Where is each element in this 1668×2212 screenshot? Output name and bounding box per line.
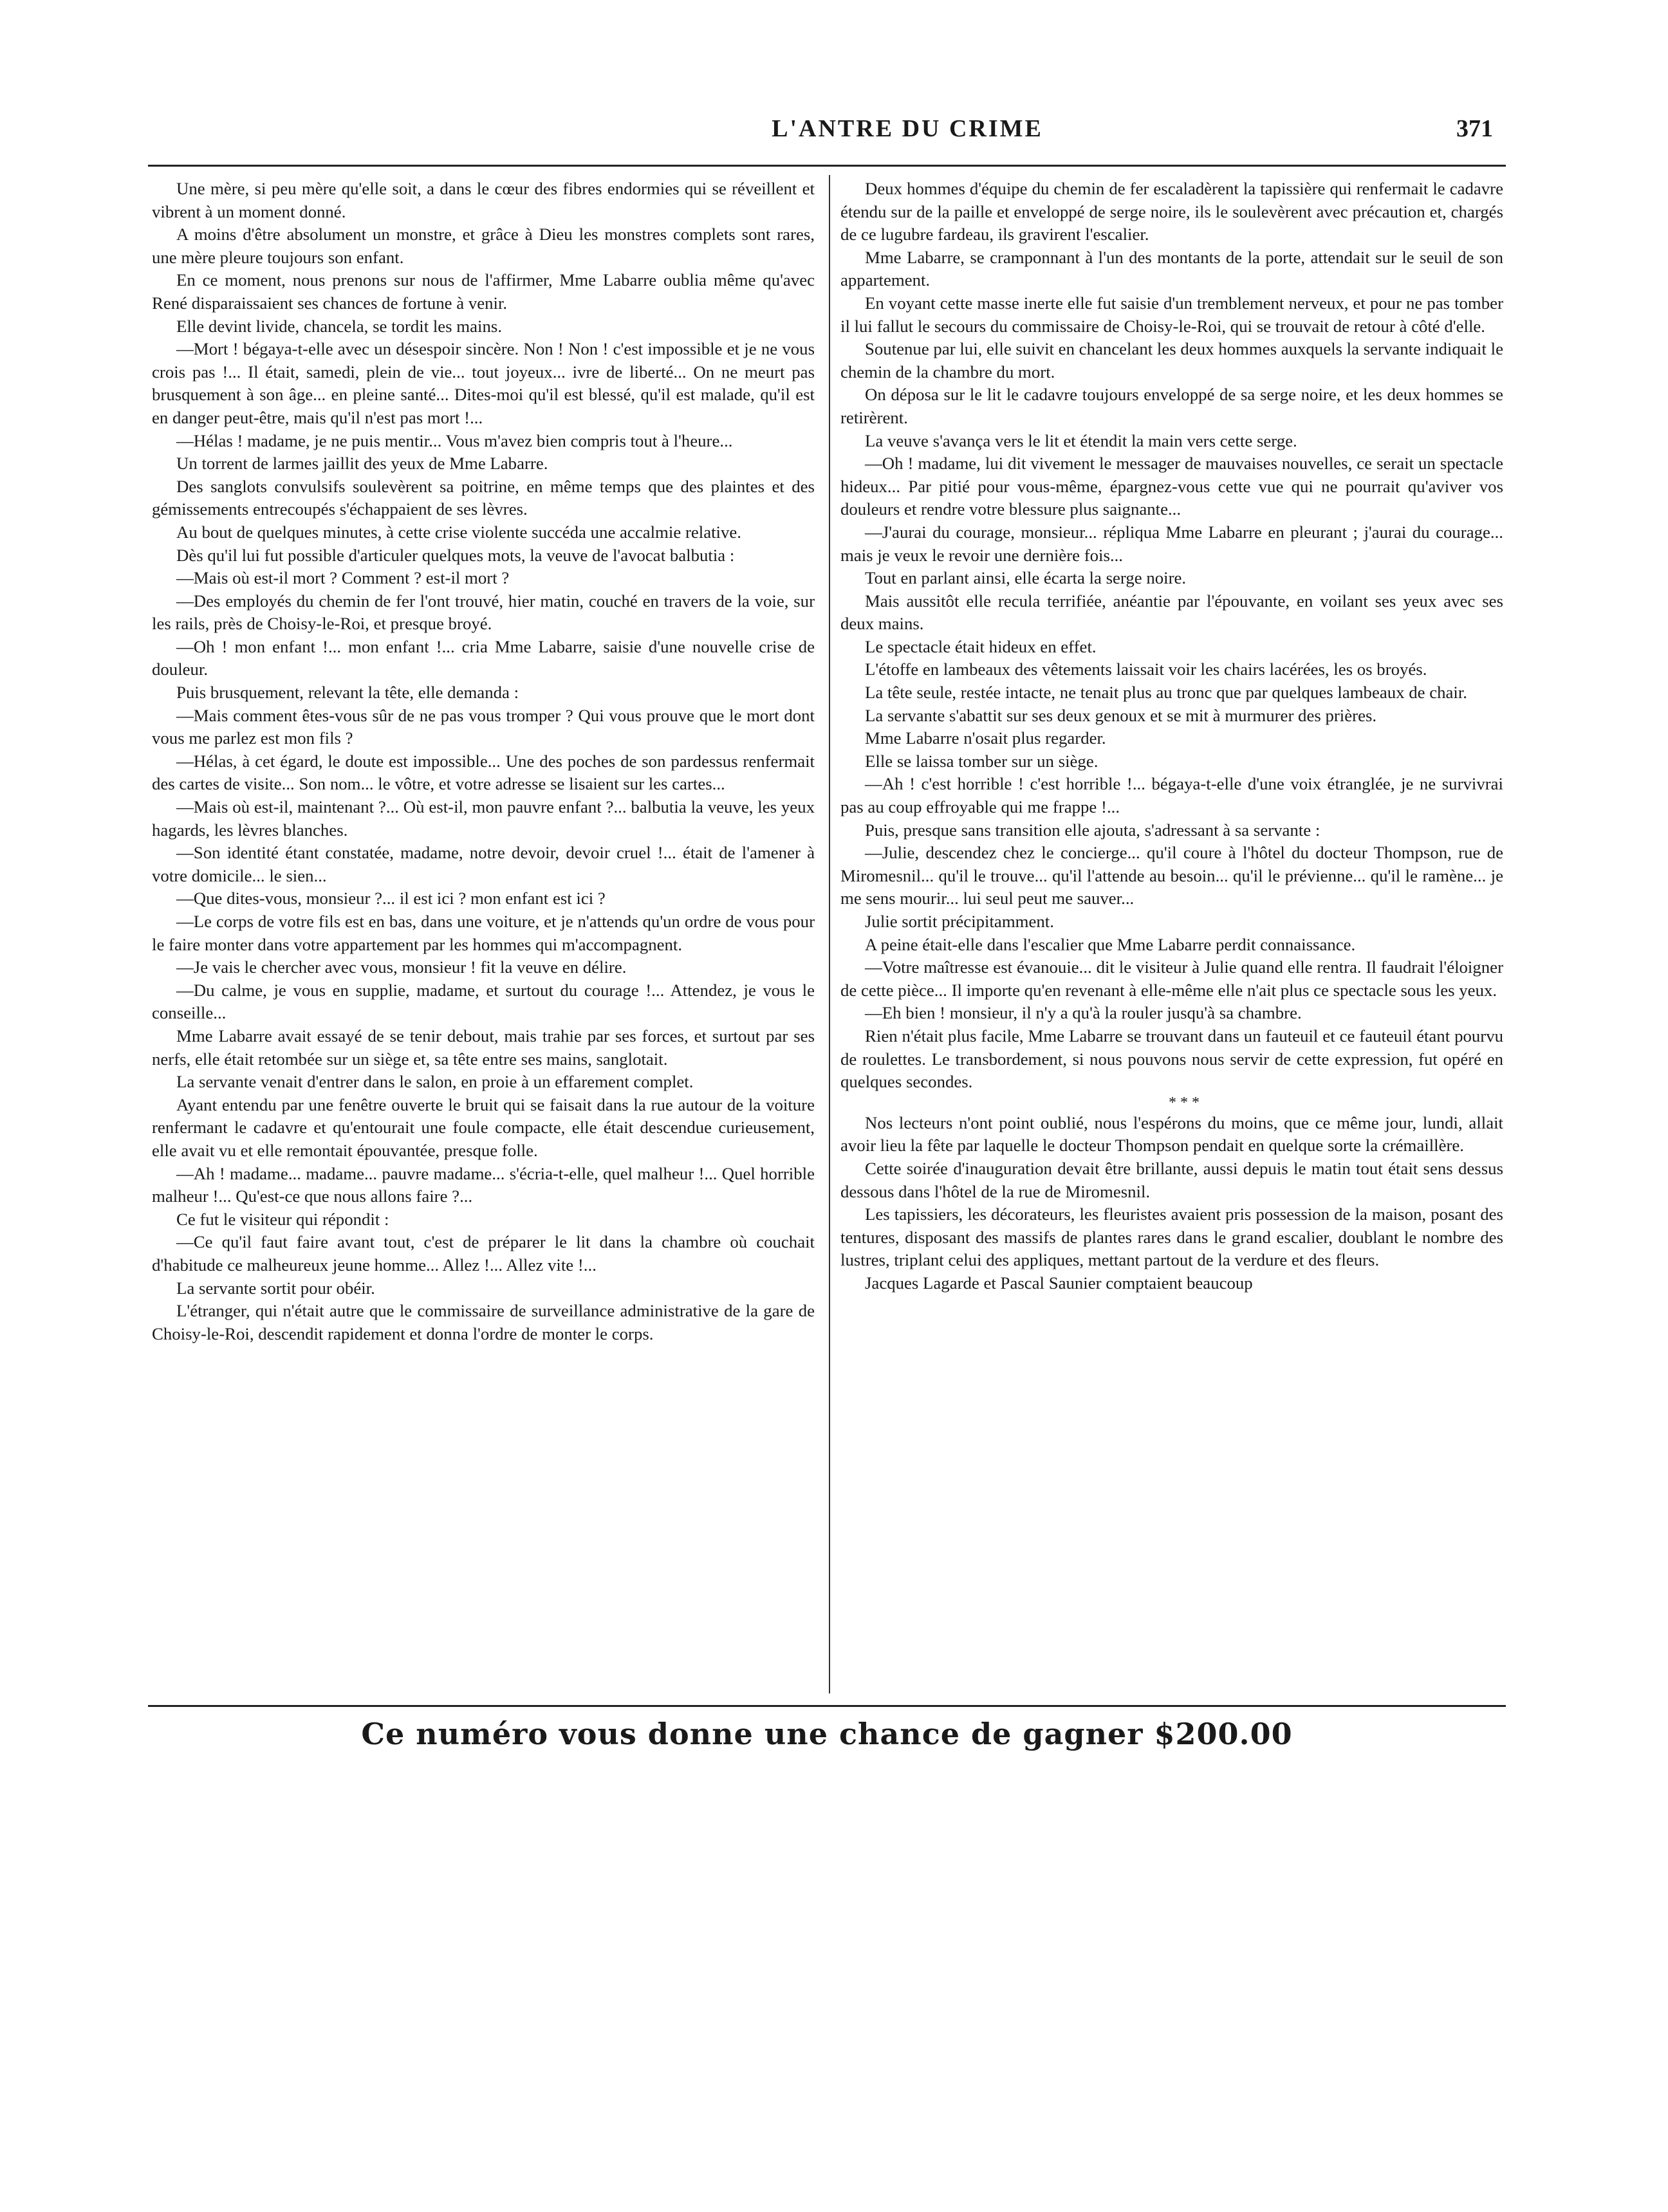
- paragraph: Cette soirée d'inauguration devait être brillante, aussi depuis le matin tout était sens dessus dessous dans l'hôtel de la rue de Miromesnil.: [840, 1158, 1503, 1201]
- paragraph: —Mais où est-il, maintenant ?... Où est-il, mon pauvre enfant ?... balbutia la veuve, les yeux hagards, les lèvres blanches.: [152, 797, 815, 840]
- paragraph: Mme Labarre n'osait plus regarder.: [865, 728, 1106, 748]
- footer-banner: Ce numéro vous donne une chance de gagner $200.00: [361, 1717, 1293, 1751]
- paragraph: —Ah ! c'est horrible ! c'est horrible !... bégaya-t-elle d'une voix étranglée, je ne survivrai pas au coup effroyable qui me frappe !...: [840, 774, 1503, 817]
- paragraph: Julie sortit précipitamment.: [865, 912, 1054, 931]
- paragraph: A moins d'être absolument un monstre, et grâce à Dieu les monstres complets sont rares, une mère pleure toujours son enfant.: [152, 225, 815, 267]
- paragraph: La servante venait d'entrer dans le salon, en proie à un effarement complet.: [176, 1072, 694, 1092]
- paragraph: Mme Labarre, se cramponnant à l'un des montants de la porte, attendait sur le seuil de son appartement.: [840, 247, 1503, 290]
- right-column-part-a: [840, 178, 1503, 1094]
- paragraph: Ce fut le visiteur qui répondit :: [176, 1209, 389, 1229]
- paragraph: —Des employés du chemin de fer l'ont trouvé, hier matin, couché en travers de la voie, sur les rails, près de Choisy-le-Roi, et presque broyé.: [152, 591, 815, 634]
- paragraph: —Oh ! madame, lui dit vivement le messager de mauvaises nouvelles, ce serait un spectacle hideux... Par pitié pour vous-même, épargnez-vous cette vue qui ne pourrait qu'aviver vos douleurs et rendre votre blessure plus saignante...: [840, 454, 1503, 519]
- paragraph: Puis, presque sans transition elle ajouta, s'adressant à sa servante :: [865, 820, 1320, 840]
- paragraph: La veuve s'avança vers le lit et étendit la main vers cette serge.: [865, 430, 1297, 450]
- paragraph: Mme Labarre avait essayé de se tenir debout, mais trahie par ses forces, et surtout par ses nerfs, elle était retombée sur un siège et, sa tête entre ses mains, sanglotait.: [152, 1026, 815, 1069]
- paragraph: Dès qu'il lui fut possible d'articuler quelques mots, la veuve de l'avocat balbutia :: [176, 545, 735, 565]
- paragraph: —Mais comment êtes-vous sûr de ne pas vous tromper ? Qui vous prouve que le mort dont vous me parlez est mon fils ?: [152, 705, 815, 748]
- paragraph: Les tapissiers, les décorateurs, les fleuristes avaient pris possession de la maison, posant des tentures, disposant des massifs de plantes rares dans le grand escalier, doublant le nombre des lustres, triplant celui des appliques, mettant partout de la verdure et des fleurs.: [840, 1204, 1503, 1270]
- paragraph: Elle devint livide, chancela, se tordit les mains.: [176, 316, 503, 336]
- paragraph: —Ah ! madame... madame... pauvre madame... s'écria-t-elle, quel malheur !... Quel horrible malheur !... Qu'est-ce que nous allons faire ?...: [152, 1163, 815, 1206]
- header-rule: [148, 165, 1506, 167]
- paragraph: —Votre maîtresse est évanouie... dit le visiteur à Julie quand elle rentra. Il faudrait l'éloigner de cette pièce... Il importe qu'en revenant à elle-même elle n'ait plus ce spectacle sous les yeux.: [840, 957, 1503, 1000]
- paragraph: Nos lecteurs n'ont point oublié, nous l'espérons du moins, que ce même jour, lundi, allait avoir lieu la fête par laquelle le docteur Thompson pendait en quelque sorte la crémaillère.: [840, 1112, 1503, 1156]
- paragraph: On déposa sur le lit le cadavre toujours enveloppé de sa serge noire, et les deux hommes se retirèrent.: [840, 385, 1503, 427]
- paragraph: Jacques Lagarde et Pascal Saunier comptaient beaucoup: [865, 1273, 1253, 1293]
- section-break: * * *: [1169, 1094, 1200, 1111]
- paragraph: Au bout de quelques minutes, à cette crise violente succéda une accalmie relative.: [176, 522, 741, 542]
- paragraph: —Mort ! bégaya-t-elle avec un désespoir sincère. Non ! Non ! c'est impossible et je ne vous crois pas !... Il était, samedi, plein de vie... tout joyeux... ivre de liberté... On ne meurt pas brusquement à son âge... en pleine santé... Dites-moi qu'il est blessé, qu'il est malade, qu'il est en danger peut-être, mais qu'il n'est pas mort !...: [152, 339, 815, 427]
- paragraph: —Julie, descendez chez le concierge... qu'il coure à l'hôtel du docteur Thompson, rue de Miromesnil... qu'il le trouve... qu'il l'attende au besoin... qu'il le prévienne... qu'il le ramène... je me sens mourir... lui seul peut me sauver...: [840, 843, 1503, 908]
- paragraph: Deux hommes d'équipe du chemin de fer escaladèrent la tapissière qui renfermait le cadavre étendu sur de la paille et enveloppé de serge noire, ils le soulevèrent avec précaution et, chargés de ce lugubre fardeau, ils gravirent l'escalier.: [840, 179, 1503, 244]
- paragraph: —Mais où est-il mort ? Comment ? est-il mort ?: [176, 568, 510, 588]
- paragraph: —Hélas, à cet égard, le doute est impossible... Une des poches de son pardessus renfermait des cartes de visite... Son nom... le vôtre, et votre adresse se lisaient sur les cartes...: [152, 751, 815, 794]
- page-number: 371: [1456, 115, 1493, 142]
- paragraph: La servante sortit pour obéir.: [176, 1278, 375, 1298]
- left-column: [152, 178, 815, 1696]
- paragraph: Puis brusquement, relevant la tête, elle demanda :: [176, 683, 519, 703]
- right-column: [840, 178, 1503, 1696]
- paragraph: —Ce qu'il faut faire avant tout, c'est de préparer le lit dans la chambre où couchait d'habitude ce malheureux jeune homme... Allez !... Allez vite !...: [152, 1232, 815, 1275]
- paragraph: Soutenue par lui, elle suivit en chancelant les deux hommes auxquels la servante indiquait le chemin de la chambre du mort.: [840, 339, 1503, 382]
- page-header: [148, 115, 1506, 160]
- paragraph: Mais aussitôt elle recula terrifiée, anéantie par l'épouvante, en voilant ses yeux avec ses deux mains.: [840, 591, 1503, 634]
- paragraph: Tout en parlant ainsi, elle écarta la serge noire.: [865, 568, 1187, 588]
- paragraph: Le spectacle était hideux en effet.: [865, 636, 1097, 656]
- paragraph: En voyant cette masse inerte elle fut saisie d'un tremblement nerveux, et pour ne pas tomber il lui fallut le secours du commissaire de Choisy-le-Roi, qui se trouvait de retour à côté d'elle.: [840, 293, 1503, 336]
- paragraph: Un torrent de larmes jaillit des yeux de Mme Labarre.: [176, 454, 548, 474]
- paragraph: Ayant entendu par une fenêtre ouverte le bruit qui se faisait dans la rue autour de la voiture renfermant le cadavre et qu'entourait une foule compacte, elle était descendue curieusement, elle avait vu et elle remontait épouvantée, presque folle.: [152, 1094, 815, 1160]
- paragraph: L'étoffe en lambeaux des vêtements laissait voir les chairs lacérées, les os broyés.: [865, 659, 1427, 679]
- paragraph: Une mère, si peu mère qu'elle soit, a dans le cœur des fibres endormies qui se réveillent et vibrent à un moment donné.: [152, 179, 815, 221]
- column-divider: [829, 175, 830, 1693]
- paragraph: —Du calme, je vous en supplie, madame, et surtout du courage !... Attendez, je vous le conseille...: [152, 980, 815, 1023]
- footer-rule: [148, 1705, 1506, 1707]
- paragraph: —Son identité étant constatée, madame, notre devoir, devoir cruel !... était de l'amener à votre domicile... le sien...: [152, 843, 815, 885]
- paragraph: En ce moment, nous prenons sur nous de l'affirmer, Mme Labarre oublia même qu'avec René disparaissaient ses chances de fortune à venir.: [152, 270, 815, 313]
- paragraph: —Hélas ! madame, je ne puis mentir... Vous m'avez bien compris tout à l'heure...: [176, 430, 733, 450]
- paragraph: A peine était-elle dans l'escalier que Mme Labarre perdit connaissance.: [865, 934, 1356, 954]
- paragraph: —Le corps de votre fils est en bas, dans une voiture, et je n'attends qu'un ordre de vous pour le faire monter dans votre appartement par les hommes qui m'accompagnent.: [152, 912, 815, 954]
- paragraph: Des sanglots convulsifs soulevèrent sa poitrine, en même temps que des plaintes et des gémissements entrecoupés s'échappaient de ses lèvres.: [152, 476, 815, 519]
- running-title: L'ANTRE DU CRIME: [772, 115, 1043, 142]
- paragraph: —J'aurai du courage, monsieur... répliqua Mme Labarre en pleurant ; j'aurai du courage... mais je veux le revoir une dernière fois...: [840, 522, 1503, 565]
- paragraph: Elle se laissa tomber sur un siège.: [865, 751, 1098, 771]
- paragraph: —Eh bien ! monsieur, il n'y a qu'à la rouler jusqu'à sa chambre.: [865, 1003, 1302, 1023]
- paragraph: —Oh ! mon enfant !... mon enfant !... cria Mme Labarre, saisie d'une nouvelle crise de douleur.: [152, 636, 815, 679]
- paragraph: —Je vais le chercher avec vous, monsieur ! fit la veuve en délire.: [176, 957, 627, 977]
- paragraph: Rien n'était plus facile, Mme Labarre se trouvant dans un fauteuil et ce fauteuil étant pourvu de roulettes. Le transbordement, si nous pouvons nous servir de cette expression, fut opéré en quelques secondes.: [840, 1026, 1503, 1092]
- paragraph: L'étranger, qui n'était autre que le commissaire de surveillance administrative de la gare de Choisy-le-Roi, descendit rapidement et donna l'ordre de monter le corps.: [152, 1301, 815, 1343]
- right-column-part-b: [840, 1112, 1503, 1295]
- paragraph: —Que dites-vous, monsieur ?... il est ici ? mon enfant est ici ?: [176, 889, 606, 908]
- paragraph: La tête seule, restée intacte, ne tenait plus au tronc que par quelques lambeaux de chair.: [865, 683, 1468, 703]
- paragraph: La servante s'abattit sur ses deux genoux et se mit à murmurer des prières.: [865, 705, 1377, 725]
